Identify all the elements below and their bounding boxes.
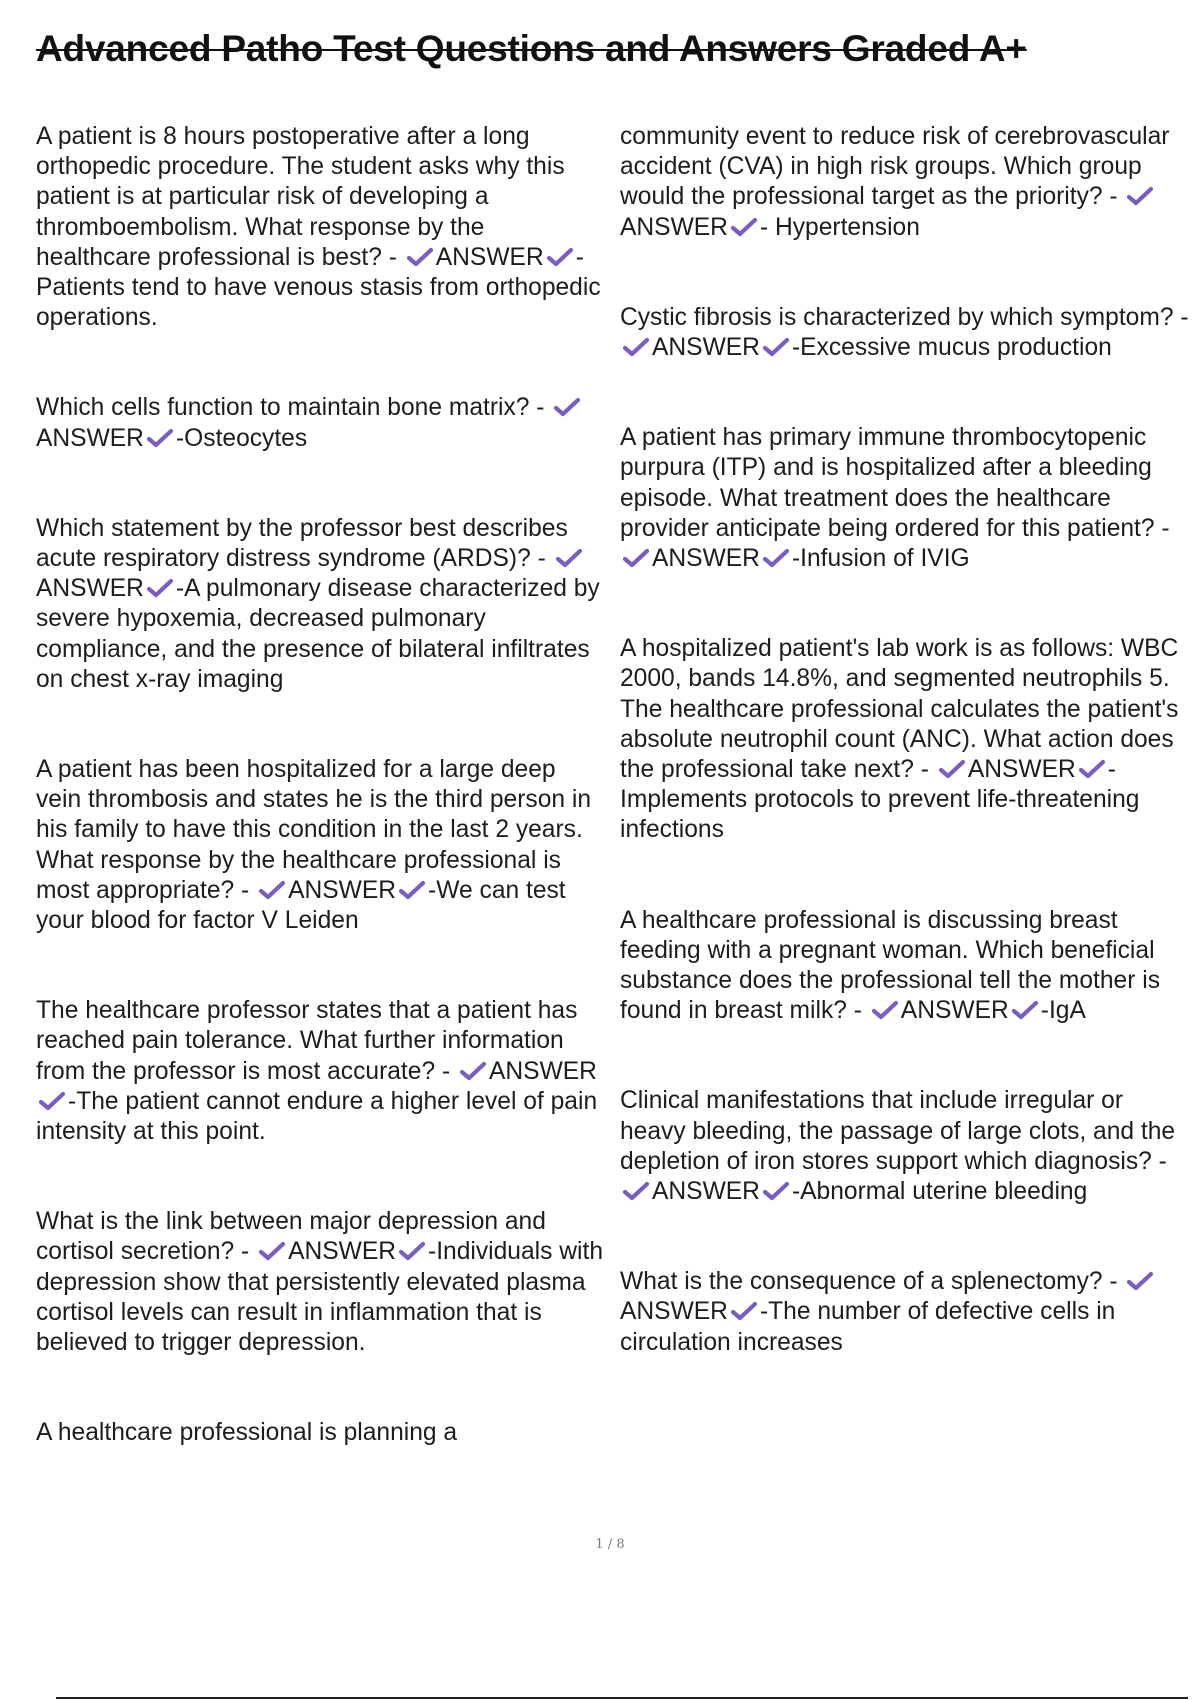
check-icon bbox=[397, 1240, 427, 1262]
answer-label: ANSWER bbox=[652, 545, 760, 573]
question-continuation-text: community event to reduce risk of cerebrovascular accident (CVA) in high risk groups. Which group would the professional target as the priority? - bbox=[620, 123, 1170, 211]
check-icon bbox=[937, 758, 967, 780]
check-icon bbox=[1125, 1270, 1155, 1292]
check-icon bbox=[761, 336, 791, 358]
answer-text: -We can test your blood for factor V Leiden bbox=[36, 876, 566, 935]
question-text: Which cells function to maintain bone matrix? - bbox=[36, 394, 545, 422]
qa-item bbox=[620, 303, 1190, 363]
check-icon bbox=[458, 1060, 488, 1082]
check-icon bbox=[545, 246, 575, 268]
answer-text: -Excessive mucus production bbox=[791, 334, 1112, 362]
question-text: Cystic fibrosis is characterized by which symptom? - bbox=[620, 303, 1189, 331]
question-text: What is the link between major depression and cortisol secretion? - bbox=[36, 1208, 546, 1266]
question-text: A hospitalized patient's lab work is as follows: WBC 2000, bands 14.8%, and segmented neutrophils 5. The healthcare professional calculates the patient's absolute neutrophil count (ANC). What action does the professional take next? - bbox=[620, 635, 1179, 784]
question-text: Clinical manifestations that include irregular or heavy bleeding, the passage of large clots, and the depletion of iron stores support which diagnosis? - bbox=[620, 1087, 1176, 1175]
question-text: Which statement by the professor best describes acute respiratory distress syndrome (ARDS)? - bbox=[36, 514, 568, 573]
qa-item bbox=[36, 393, 604, 453]
check-icon bbox=[145, 427, 175, 449]
answer-text: -Individuals with depression show that persistently elevated plasma cortisol levels can result in inflammation that is believed to trigger depression. bbox=[36, 1238, 603, 1357]
check-icon bbox=[761, 1180, 791, 1202]
answer-label: ANSWER bbox=[435, 243, 544, 271]
answer-label: ANSWER bbox=[967, 756, 1076, 784]
check-icon bbox=[145, 577, 175, 599]
question-text: A patient is 8 hours postoperative after a long orthopedic procedure. The student asks why this patient is at particular risk of developing a thromboembolism. What response by the healthcare professional is best? - bbox=[36, 123, 565, 271]
check-icon bbox=[729, 216, 759, 238]
answer-label: ANSWER bbox=[288, 876, 397, 904]
qa-item bbox=[36, 996, 604, 1147]
page-number: 1 / 8 bbox=[595, 1537, 625, 1552]
answer-text: -The patient cannot endure a higher level of pain intensity at this point. bbox=[36, 1087, 598, 1146]
answer-label: ANSWER bbox=[900, 997, 1009, 1025]
check-icon bbox=[37, 1090, 67, 1112]
answer-label: ANSWER bbox=[620, 213, 728, 241]
question-text: A healthcare professional is discussing breast feeding with a pregnant woman. Which beneficial substance does the professional tell the mother is found in breast milk? - bbox=[620, 906, 1161, 1025]
qa-item bbox=[620, 1267, 1190, 1358]
check-icon bbox=[870, 999, 900, 1021]
question-text: A patient has been hospitalized for a large deep vein thrombosis and states he is the third person in his family to have this condition in the last 2 years. What response by the healthcare professional is most appropriate? - bbox=[36, 756, 592, 904]
answer-text: -Osteocytes bbox=[175, 424, 308, 452]
qa-item bbox=[620, 423, 1190, 574]
answer-text: -The number of defective cells in circulation increases bbox=[620, 1298, 1116, 1356]
answer-text: -Patients tend to have venous stasis from orthopedic operations. bbox=[36, 243, 601, 332]
check-icon bbox=[1125, 185, 1155, 207]
qa-item bbox=[620, 634, 1190, 845]
check-icon bbox=[397, 879, 427, 901]
check-icon bbox=[621, 336, 651, 358]
qa-item bbox=[620, 906, 1190, 1027]
qa-item bbox=[36, 122, 604, 333]
answer-text: -A pulmonary disease characterized by severe hypoxemia, decreased pulmonary compliance, and the presence of bilateral infiltrates on chest x-ray imaging bbox=[36, 575, 600, 693]
left-column bbox=[36, 122, 604, 1509]
check-icon bbox=[729, 1300, 759, 1322]
right-column bbox=[620, 122, 1190, 1418]
check-icon bbox=[1077, 758, 1107, 780]
qa-item bbox=[620, 1086, 1190, 1207]
answer-label: ANSWER bbox=[36, 575, 144, 603]
answer-text: -Infusion of IVIG bbox=[791, 545, 970, 573]
check-icon bbox=[621, 547, 651, 569]
question-text: The healthcare professor states that a patient has reached pain tolerance. What further information from the professor is most accurate? - bbox=[36, 997, 578, 1085]
qa-item bbox=[620, 122, 1190, 243]
answer-label: ANSWER bbox=[36, 424, 144, 452]
qa-item bbox=[36, 1207, 604, 1358]
answer-label: ANSWER bbox=[652, 334, 760, 362]
answer-label: ANSWER bbox=[489, 1057, 597, 1085]
answer-label: ANSWER bbox=[652, 1178, 760, 1206]
qa-item bbox=[36, 755, 604, 936]
answer-text: - Hypertension bbox=[759, 213, 920, 241]
footer-divider bbox=[56, 1697, 1188, 1699]
check-icon bbox=[621, 1180, 651, 1202]
question-text-continued: A healthcare professional is planning a bbox=[36, 1419, 458, 1447]
answer-text: -Implements protocols to prevent life-threatening infections bbox=[620, 756, 1140, 844]
check-icon bbox=[1010, 999, 1040, 1021]
question-text: What is the consequence of a splenectomy? - bbox=[620, 1268, 1118, 1296]
question-text: A patient has primary immune thrombocytopenic purpura (ITP) and is hospitalized after a bleeding episode. What treatment does the healthcare provider anticipate being ordered for this patient? - bbox=[620, 424, 1170, 542]
answer-label: ANSWER bbox=[288, 1238, 397, 1266]
document-title: Advanced Patho Test Questions and Answers Graded A+ bbox=[36, 28, 1027, 69]
answer-text: -Abnormal uterine bleeding bbox=[791, 1178, 1088, 1206]
answer-label: ANSWER bbox=[620, 1298, 728, 1326]
check-icon bbox=[552, 396, 582, 418]
check-icon bbox=[257, 879, 287, 901]
qa-item bbox=[36, 514, 604, 695]
check-icon bbox=[405, 246, 435, 268]
answer-text: -IgA bbox=[1040, 997, 1086, 1025]
check-icon bbox=[554, 547, 584, 569]
check-icon bbox=[761, 547, 791, 569]
check-icon bbox=[257, 1240, 287, 1262]
